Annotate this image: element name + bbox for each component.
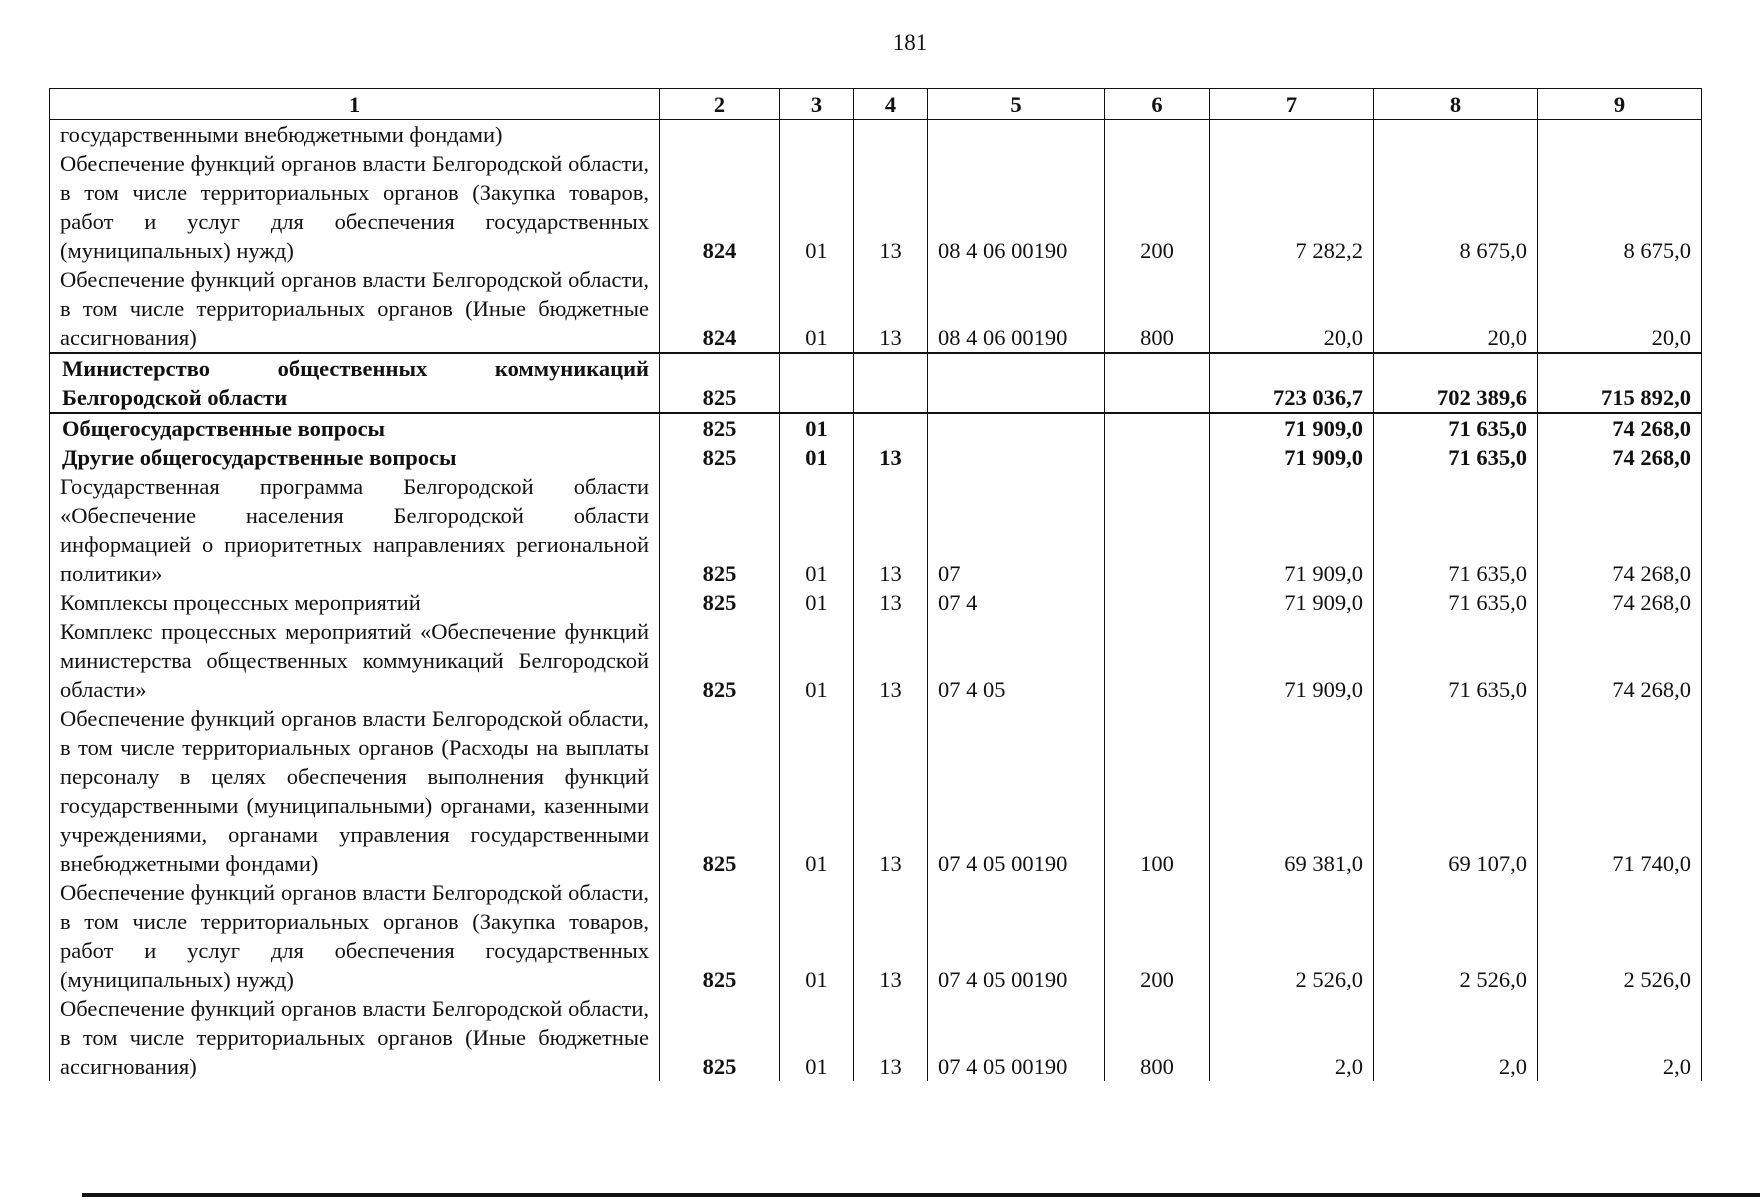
target-article-code: 08 4 06 00190 [928, 265, 1105, 353]
column-header: 2 [660, 89, 780, 120]
expense-type-code [1105, 120, 1210, 150]
expense-type-code: 200 [1105, 878, 1210, 994]
row-description: государственными внебюджетными фондами) [50, 120, 660, 150]
target-article-code: 07 4 05 00190 [928, 994, 1105, 1081]
section-code [780, 120, 854, 150]
target-article-code [928, 353, 1105, 413]
target-article-code [928, 443, 1105, 472]
target-article-code [928, 413, 1105, 443]
ministry-code: 825 [660, 617, 780, 704]
target-article-code [928, 120, 1105, 150]
subsection-code: 13 [854, 704, 928, 878]
target-article-code: 07 4 05 00190 [928, 704, 1105, 878]
amount-year-3: 74 268,0 [1538, 617, 1702, 704]
table-row [50, 878, 1702, 994]
section-code: 01 [780, 443, 854, 472]
expense-type-code: 800 [1105, 994, 1210, 1081]
row-description: Обеспечение функций органов власти Белгородской области, в том числе территориальных органов (Закупка товаров, работ и услуг для обеспечения государственных (муниципальных) нужд) [50, 149, 660, 265]
amount-year-2: 2,0 [1374, 994, 1538, 1081]
row-description: Комплексы процессных мероприятий [50, 588, 660, 617]
column-header: 6 [1105, 89, 1210, 120]
target-article-code: 08 4 06 00190 [928, 149, 1105, 265]
ministry-code: 825 [660, 588, 780, 617]
section-code: 01 [780, 878, 854, 994]
subsection-code [854, 120, 928, 150]
ministry-code: 825 [660, 443, 780, 472]
amount-year-1: 71 909,0 [1210, 413, 1374, 443]
amount-year-3: 715 892,0 [1538, 353, 1702, 413]
expense-type-code [1105, 443, 1210, 472]
amount-year-2: 69 107,0 [1374, 704, 1538, 878]
column-header: 3 [780, 89, 854, 120]
subsection-code [854, 353, 928, 413]
expense-type-code: 200 [1105, 149, 1210, 265]
amount-year-3: 20,0 [1538, 265, 1702, 353]
ministry-code: 824 [660, 149, 780, 265]
ministry-code: 825 [660, 353, 780, 413]
ministry-code: 825 [660, 878, 780, 994]
amount-year-1: 71 909,0 [1210, 588, 1374, 617]
target-article-code: 07 4 05 [928, 617, 1105, 704]
ministry-code: 825 [660, 413, 780, 443]
table-row [50, 994, 1702, 1081]
target-article-code: 07 [928, 472, 1105, 588]
amount-year-3: 2,0 [1538, 994, 1702, 1081]
table-row [50, 149, 1702, 265]
table-row [50, 353, 1702, 413]
amount-year-2: 2 526,0 [1374, 878, 1538, 994]
amount-year-2: 71 635,0 [1374, 617, 1538, 704]
section-code: 01 [780, 994, 854, 1081]
column-header: 4 [854, 89, 928, 120]
column-header: 1 [50, 89, 660, 120]
amount-year-2: 71 635,0 [1374, 413, 1538, 443]
expense-type-code: 100 [1105, 704, 1210, 878]
table-row [50, 472, 1702, 588]
footer-rule [82, 1193, 1760, 1197]
table-row [50, 120, 1702, 150]
section-code: 01 [780, 588, 854, 617]
row-description: Государственная программа Белгородской области «Обеспечение населения Белгородской области информацией о приоритетных направлениях региональной политики» [50, 472, 660, 588]
table-row [50, 617, 1702, 704]
section-code [780, 353, 854, 413]
table-row [50, 704, 1702, 878]
expense-type-code [1105, 353, 1210, 413]
row-description: Комплекс процессных мероприятий «Обеспечение функций министерства общественных коммуникаций Белгородской области» [50, 617, 660, 704]
budget-table [49, 88, 1702, 1081]
row-description: Общегосударственные вопросы [50, 413, 660, 443]
amount-year-2: 8 675,0 [1374, 149, 1538, 265]
amount-year-1: 69 381,0 [1210, 704, 1374, 878]
subsection-code: 13 [854, 472, 928, 588]
column-header: 8 [1374, 89, 1538, 120]
ministry-code: 825 [660, 994, 780, 1081]
row-description: Обеспечение функций органов власти Белгородской области, в том числе территориальных органов (Расходы на выплаты персоналу в целях обеспечения выполнения функций государственными (муниципальными) органами, казенными учреждениями, органами управления государственными внебюджетными фондами) [50, 704, 660, 878]
amount-year-3: 74 268,0 [1538, 413, 1702, 443]
amount-year-2: 71 635,0 [1374, 443, 1538, 472]
amount-year-1: 723 036,7 [1210, 353, 1374, 413]
amount-year-1: 71 909,0 [1210, 472, 1374, 588]
amount-year-1: 71 909,0 [1210, 617, 1374, 704]
subsection-code: 13 [854, 878, 928, 994]
subsection-code: 13 [854, 443, 928, 472]
column-header: 9 [1538, 89, 1702, 120]
row-description: Обеспечение функций органов власти Белгородской области, в том числе территориальных органов (Иные бюджетные ассигнования) [50, 994, 660, 1081]
target-article-code: 07 4 [928, 588, 1105, 617]
subsection-code: 13 [854, 994, 928, 1081]
expense-type-code: 800 [1105, 265, 1210, 353]
subsection-code: 13 [854, 617, 928, 704]
amount-year-3 [1538, 120, 1702, 150]
amount-year-3: 71 740,0 [1538, 704, 1702, 878]
section-code: 01 [780, 265, 854, 353]
table-row [50, 588, 1702, 617]
expense-type-code [1105, 588, 1210, 617]
amount-year-1: 20,0 [1210, 265, 1374, 353]
amount-year-2: 20,0 [1374, 265, 1538, 353]
amount-year-3: 8 675,0 [1538, 149, 1702, 265]
expense-type-code [1105, 472, 1210, 588]
row-description: Министерство общественных коммуникаций Белгородской области [50, 353, 660, 413]
table-row [50, 443, 1702, 472]
section-code: 01 [780, 704, 854, 878]
section-code: 01 [780, 472, 854, 588]
amount-year-3: 2 526,0 [1538, 878, 1702, 994]
ministry-code: 825 [660, 472, 780, 588]
amount-year-2: 702 389,6 [1374, 353, 1538, 413]
amount-year-2 [1374, 120, 1538, 150]
table-row [50, 265, 1702, 353]
amount-year-1: 2 526,0 [1210, 878, 1374, 994]
subsection-code: 13 [854, 149, 928, 265]
ministry-code: 825 [660, 704, 780, 878]
subsection-code: 13 [854, 588, 928, 617]
ministry-code: 824 [660, 265, 780, 353]
expense-type-code [1105, 617, 1210, 704]
subsection-code: 13 [854, 265, 928, 353]
table-row [50, 413, 1702, 443]
column-header: 5 [928, 89, 1105, 120]
amount-year-2: 71 635,0 [1374, 472, 1538, 588]
target-article-code: 07 4 05 00190 [928, 878, 1105, 994]
header-row [50, 89, 1702, 120]
section-code: 01 [780, 149, 854, 265]
row-description: Обеспечение функций органов власти Белгородской области, в том числе территориальных органов (Иные бюджетные ассигнования) [50, 265, 660, 353]
column-header: 7 [1210, 89, 1374, 120]
section-code: 01 [780, 617, 854, 704]
amount-year-3: 74 268,0 [1538, 472, 1702, 588]
amount-year-3: 74 268,0 [1538, 443, 1702, 472]
amount-year-1: 71 909,0 [1210, 443, 1374, 472]
ministry-code [660, 120, 780, 150]
amount-year-1: 7 282,2 [1210, 149, 1374, 265]
row-description: Обеспечение функций органов власти Белгородской области, в том числе территориальных органов (Закупка товаров, работ и услуг для обеспечения государственных (муниципальных) нужд) [50, 878, 660, 994]
expense-type-code [1105, 413, 1210, 443]
amount-year-1 [1210, 120, 1374, 150]
subsection-code [854, 413, 928, 443]
amount-year-1: 2,0 [1210, 994, 1374, 1081]
row-description: Другие общегосударственные вопросы [50, 443, 660, 472]
amount-year-2: 71 635,0 [1374, 588, 1538, 617]
section-code: 01 [780, 413, 854, 443]
page-number: 181 [892, 30, 928, 55]
amount-year-3: 74 268,0 [1538, 588, 1702, 617]
